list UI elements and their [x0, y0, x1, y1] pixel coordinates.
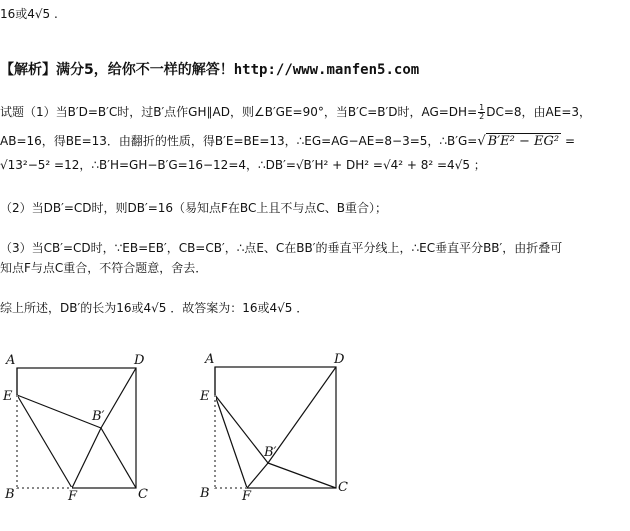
solution-line-2-b: =	[561, 134, 575, 148]
solution-line-1-a: 试题（1）当B′D=B′C时，过B′点作GH∥AD，则∠B′GE=90°，当B′C=B′D时，AG=DH=	[0, 105, 478, 119]
seg-bc-2	[268, 463, 336, 488]
label-e-1: E	[3, 389, 13, 404]
seg-bf-1	[72, 428, 101, 488]
sqrt-expression: √ B′E² − EG²	[477, 134, 560, 149]
figure-2	[199, 352, 348, 504]
solution-line-6: 知点F与点C重合，不符合题意，舍去．	[0, 261, 208, 275]
label-f-2: F	[242, 489, 252, 504]
seg-bf-2	[247, 463, 268, 488]
analysis-tag: 【解析】满分5，给你不一样的解答！	[0, 62, 234, 78]
seg-bd-2	[268, 367, 336, 463]
label-e-2: E	[200, 389, 210, 404]
answer-line: 16或4√5 .	[0, 7, 58, 21]
label-bp-1: B′	[92, 409, 105, 424]
label-d-1: D	[134, 353, 145, 368]
analysis-header	[0, 62, 419, 78]
seg-bc-1	[101, 428, 136, 488]
solution-line-4: （2）当DB′=CD时，则DB′=16（易知点F在BC上且不与点C、B重合）；	[0, 201, 387, 215]
label-b-2: B	[200, 486, 210, 501]
solution-line-1-b: DC=8，由AE=3，	[486, 105, 592, 119]
label-bp-2: B′	[264, 445, 277, 460]
label-a-1: A	[6, 353, 16, 368]
fraction-half: $\frac{1}{2}$	[479, 103, 485, 121]
geometry-figures	[0, 340, 630, 531]
square-2	[215, 367, 336, 488]
fold-ef-1	[17, 395, 72, 488]
label-f-1: F	[68, 489, 78, 504]
label-c-2: C	[338, 480, 348, 495]
seg-eb-2	[215, 395, 268, 463]
solution-line-1	[0, 104, 591, 121]
solution-line-3: √13²−5² =12，∴B′H=GH−B′G=16−12=4，∴DB′=√B′H² + DH² =√4² + 8² =4√5 ；	[0, 158, 486, 172]
label-c-1: C	[138, 487, 148, 502]
figure-1	[2, 353, 148, 504]
label-a-2: A	[205, 352, 215, 367]
site-url[interactable]: http://www.manfen5.com	[233, 62, 420, 78]
conclusion-line: 综上所述，DB′的长为16或4√5 ．故答案为：16或4√5 ．	[0, 301, 309, 315]
square-1	[17, 368, 136, 488]
label-b-1: B	[5, 487, 15, 502]
label-d-2: D	[334, 352, 345, 367]
fold-ef-2	[215, 395, 247, 488]
seg-bd-1	[101, 368, 136, 428]
seg-eb-1	[17, 395, 101, 428]
solution-line-2-a: AB=16，得BE=13．由翻折的性质，得B′E=BE=13，∴EG=AG−AE=8−3=5，∴B′G=	[0, 134, 478, 148]
solution-line-5: （3）当CB′=CD时，∵EB=EB′，CB=CB′，∴点E、C在BB′的垂直平分线上，∴EC垂直平分BB′，由折叠可	[0, 241, 563, 255]
solution-line-2	[0, 133, 575, 150]
